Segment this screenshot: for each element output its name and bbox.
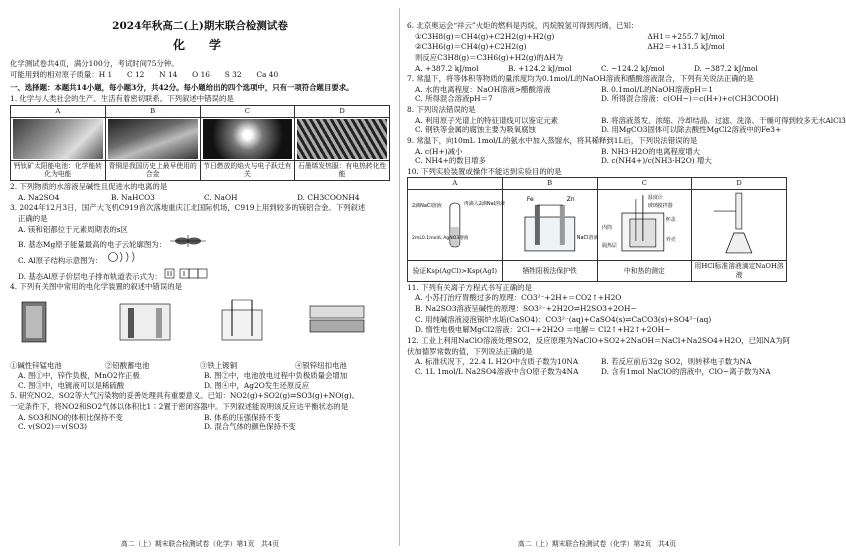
titration-figure xyxy=(694,191,784,259)
option: C. NH4+的数目增多 xyxy=(415,156,486,166)
table-header: B xyxy=(502,178,597,190)
option: D. 含有1mol NaClO的溶液中，ClO−离子数为NA xyxy=(601,366,771,376)
option: A. 镁和铝都位于元素周期表的s区 xyxy=(18,224,128,234)
option-text: C. Al原子结构示意图为： xyxy=(18,255,103,265)
equation: ②C3H6(g)＝CH4(g)+C2H2(g) xyxy=(415,42,527,52)
option: A. 小苏打治疗胃酸过多的原理：CO3²⁻+2H+＝CO2↑+H2O xyxy=(415,293,622,303)
option: D. 所得混合溶液：c(OH−)＝c(H+)+c(CH3COOH) xyxy=(601,94,779,104)
question-7-stem: 7. 常温下，将等体积等物质的量浓度均为0.1mol/L的NaOH溶液和醋酸溶液混合，下列有关说法正确的是 xyxy=(407,74,754,84)
apparatus-label: 玻璃搅拌器 xyxy=(647,203,673,210)
option: A. 水的电离程度：NaOH溶液>醋酸溶液 xyxy=(415,84,551,94)
option: B. NaHCO3 xyxy=(111,192,155,202)
apparatus-label: 内筒 xyxy=(601,225,612,232)
option: C. v(SO2)＝v(SO3) xyxy=(18,422,88,432)
option: A. +387.2 kJ/mol xyxy=(415,63,479,73)
question-5-stem: 一定条件下，将NO2和SO2气体以体积比1∶2置于密闭容器中。下列叙述能说明该反应达平衡状态的是 xyxy=(10,401,349,411)
device-label: ②铅酸蓄电池 xyxy=(105,361,150,371)
option: D. c(NH4+)/c(NH3·H2O) 增大 xyxy=(601,156,712,166)
option: A. Na2SO4 xyxy=(18,192,60,202)
apparatus-label: 2滴NaCl溶液 xyxy=(411,203,442,210)
bronze-ware-photo xyxy=(105,117,200,160)
option: C. 用纯碱溶液浸泡锅炉水垢(CaSO4)：CO3²⁻(aq)+CaSO4(s)⇌CaCO3(s)+SO4²⁻(aq) xyxy=(415,314,712,324)
question-12-stem: 伏加德罗常数的值，下列说法正确的是 xyxy=(407,346,533,356)
question-6-ask: 则反应C3H8(g)＝C3H6(g)+H2(g)的ΔH为 xyxy=(415,52,563,62)
question-6-options xyxy=(407,64,787,74)
option: A. 图①中，锌作负极，MnO2作正极 xyxy=(18,371,140,381)
sacrificial-anode-figure xyxy=(505,191,599,259)
apparatus-label: 杯盖 xyxy=(665,217,676,224)
option: B. 若反应前后32g SO2，则转移电子数为NA xyxy=(601,357,752,367)
page-footer: 高二（上）期末联合检测试卷（化学）第1页 共4页 xyxy=(120,540,280,549)
device-label: ④银锌纽扣电池 xyxy=(295,361,347,371)
question-10-stem: 10. 下列实验装置或操作不能达到实验目的的是 xyxy=(407,166,562,176)
option: D. 用MgCO3固体可以除去酸性MgCl2溶液中的Fe3+ xyxy=(601,125,782,135)
enthalpy-value: ΔH1＝+255.7 kJ/mol xyxy=(647,31,725,41)
table-header: C xyxy=(200,105,295,117)
table-header: D xyxy=(692,178,787,190)
option: D. 惰性电极电解MgCl2溶液：2Cl−+2H2O ＝电解＝ Cl2↑+H2↑+2OH− xyxy=(415,325,671,335)
subject-title: 化 学 xyxy=(172,37,227,52)
table-caption: 用HCl标准溶液滴定NaOH溶液 xyxy=(692,261,787,282)
apparatus-label: 外壳 xyxy=(665,237,676,244)
option: A. 标准状况下，22.4 L H2O中含质子数为10NA xyxy=(415,357,579,367)
apparatus-c xyxy=(597,190,692,261)
option: B. NH3·H2O的电离程度增大 xyxy=(601,146,701,156)
question-9-stem: 9. 常温下，向10mL 1mol/L的氨水中加入蒸馏水，将其稀释到1L后，下列说法错误的是 xyxy=(407,135,698,145)
column-divider xyxy=(399,8,400,546)
table-caption: 牺牲阳极法保护铁 xyxy=(502,261,597,282)
table-caption: 中和热的测定 xyxy=(597,261,692,282)
question-8-stem: 8. 下列说法错误的是 xyxy=(407,105,476,114)
table-header: B xyxy=(105,105,200,117)
question-2-stem: 2. 下列物质的水溶液呈碱性且促进水的电离的是 xyxy=(10,182,168,192)
equation-row xyxy=(407,32,787,42)
test-tube-figure xyxy=(410,191,506,259)
apparatus-b xyxy=(502,190,597,261)
question-4-labels xyxy=(10,361,390,371)
exam-title: 2024年秋高二(上)期末联合检测试卷 xyxy=(112,20,288,32)
question-4-stem: 4. 下列有关图中常用的电化学装置的叙述中错误的是 xyxy=(10,282,182,292)
question-3-stem: 3. 2024年12月3日，国产大飞机C919首次落地重庆江北国际机场，C919上用到较多的镁铝合金。下列叙述 xyxy=(10,203,366,213)
solar-panel-photo xyxy=(11,117,106,160)
option: B. 图②中，电池放电过程中负极质量会增加 xyxy=(204,371,348,381)
question-3-stem: 正确的是 xyxy=(18,214,48,224)
option: C. 所得混合溶液pH＝7 xyxy=(415,94,493,104)
equation-row xyxy=(407,42,787,52)
question-2-options xyxy=(10,193,390,203)
table-header: D xyxy=(295,105,390,117)
table-caption: 青铜是我国历史上最早使用的合金 xyxy=(105,160,200,181)
device-label: ③铁上镀铜 xyxy=(200,361,237,371)
option: B. 将溶液蒸发、浓缩、冷却结晶、过滤、洗涤、干燥可得到较多无水AlCl3 xyxy=(601,115,846,125)
question-8-options xyxy=(407,115,846,135)
apparatus-label: 隔热层 xyxy=(601,243,617,250)
equation: ①C3H8(g)＝CH4(g)+C2H2(g)+H2(g) xyxy=(415,31,555,41)
question-9-options xyxy=(407,147,787,166)
question-4-options xyxy=(10,371,390,390)
option: B. 体系的压强保持不变 xyxy=(204,412,281,422)
dumbbell-orbital-icon xyxy=(168,235,208,247)
option: C. NaOH xyxy=(204,192,238,202)
question-11-stem: 11. 下列有关离子方程式书写正确的是 xyxy=(407,282,532,292)
option: A. c(H+)减小 xyxy=(415,146,463,156)
option: D. 混合气体的颜色保持不变 xyxy=(204,422,296,432)
apparatus-d xyxy=(692,190,787,261)
option: D. 图④中，Ag2O发生还原反应 xyxy=(204,380,310,390)
option: A. 利用原子光谱上的特征谱线可以鉴定元素 xyxy=(415,115,559,125)
table-caption: 钙钛矿太阳能电池：化学能转化为电能 xyxy=(11,160,106,181)
calorimeter-figure xyxy=(600,191,690,259)
left-column xyxy=(10,0,390,555)
option: A. SO3和NO的体积比保持不变 xyxy=(18,412,123,422)
option: B. 0.1mol/L的NaOH溶液pH＝1 xyxy=(601,84,713,94)
option xyxy=(10,251,390,266)
apparatus-label: 温度计 xyxy=(647,195,663,202)
question-1-stem: 1. 化学与人类社会的生产、生活有着密切联系。下列叙述中错误的是 xyxy=(10,94,234,104)
question-10-table xyxy=(407,177,787,281)
question-5-stem: 5. 研究NO2、SO2等大气污染物的妥善处理具有重要意义。已知：NO2(g)+SO2(g)⇌SO3(g)+NO(g)。 xyxy=(10,391,360,401)
apparatus-label: Zn xyxy=(566,196,575,204)
question-5-options xyxy=(10,413,390,432)
graphene-clothing-photo xyxy=(295,117,390,160)
option: C. 钢铁等金属的腐蚀主要为吸氧腐蚀 xyxy=(415,125,536,135)
option: C. 图③中，电镀液可以是稀硫酸 xyxy=(18,380,125,390)
table-caption: 节日燃放的焰火与电子跃迁有关 xyxy=(200,160,295,181)
option: C. 1L 1mol/L Na2SO4溶液中含O原子数为4NA xyxy=(415,366,579,376)
intro-line: 可能用到的相对原子质量：H 1 C 12 N 14 O 16 S 32 Ca 40 xyxy=(10,69,279,79)
apparatus-label: 2mL0.1mol/L AgNO3溶液 xyxy=(411,236,469,242)
question-1-table xyxy=(10,105,390,181)
question-6-stem: 6. 北京奥运会“祥云”火炬的燃料是丙烷，丙烷脱氢可得到丙烯，已知： xyxy=(407,21,639,30)
enthalpy-value: ΔH2＝+131.5 kJ/mol xyxy=(647,42,725,52)
section-heading: 一、选择题：本题共14小题，每小题3分，共42分。每小题给出的四个选项中，只有一项符合题目要求。 xyxy=(10,83,354,93)
option: B. +124.2 kJ/mol xyxy=(508,63,572,73)
table-header: C xyxy=(597,178,692,190)
question-12-stem: 12. 工业上利用NaClO溶液处理SO2，反应原理为NaClO+SO2+2NaOH＝NaCl+Na2SO4+H2O，已知NA为阿 xyxy=(407,335,791,345)
right-column xyxy=(407,0,846,555)
option: D. CH3COONH4 xyxy=(297,192,360,202)
question-7-options xyxy=(407,85,787,104)
page-footer: 高二（上）期末联合检测试卷（化学）第2页 共4页 xyxy=(517,540,677,549)
option xyxy=(10,267,390,282)
table-header: A xyxy=(11,105,106,117)
apparatus-a xyxy=(408,190,506,261)
electrochemical-devices-figure xyxy=(10,296,390,356)
device-label: ①碱性锌锰电池 xyxy=(10,361,62,371)
apparatus-label: 再滴入2滴NaI溶液 xyxy=(463,201,506,208)
option-text: D. 基态Al原子价层电子排布轨道表示式为： xyxy=(18,271,162,281)
fireworks-photo xyxy=(200,117,295,160)
option: B. Na2SO3溶液呈碱性的原理：SO3²⁻+2H2O⇌H2SO3+2OH− xyxy=(415,304,637,314)
table-caption: 验证Ksp(AgCl)>Ksp(AgI) xyxy=(408,261,503,282)
intro-line: 化学测试卷共4页，满分100分，考试时间75分钟。 xyxy=(10,59,179,69)
table-header: A xyxy=(408,178,503,190)
orbital-boxes-icon xyxy=(164,267,210,279)
apparatus-label: Fe xyxy=(526,196,534,204)
table-caption: 石墨烯发热服：有电热转化性能 xyxy=(295,160,390,181)
option: D. −387.2 kJ/mol xyxy=(694,63,758,73)
apparatus-label: NaCl溶液 xyxy=(576,235,599,242)
atom-structure-icon xyxy=(105,251,141,263)
option: C. −124.2 kJ/mol xyxy=(601,63,665,73)
question-12-options xyxy=(407,357,787,376)
option xyxy=(10,235,390,250)
option-text: B. 基态Mg原子能量最高的电子云轮廓图为： xyxy=(18,240,167,250)
